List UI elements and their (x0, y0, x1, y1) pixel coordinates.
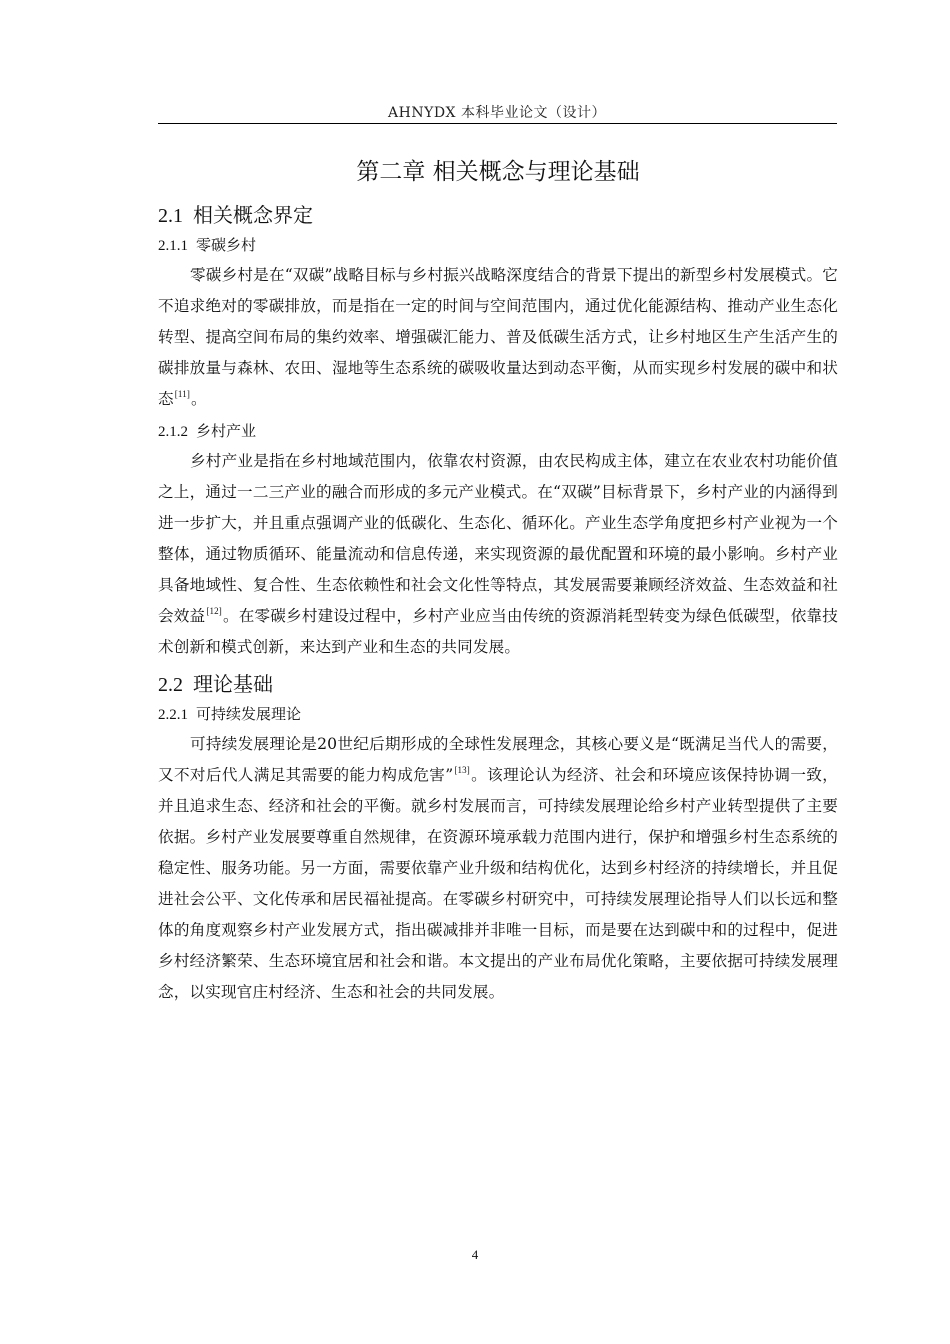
subsection-number: 2.1.1 (158, 238, 188, 254)
subsection-heading-2-2-1 (158, 702, 838, 727)
section-title: 理论基础 (193, 672, 273, 696)
subsection-heading-2-1-1 (158, 233, 838, 258)
paragraph-zero-carbon-village (158, 260, 838, 415)
subsection-title: 乡村产业 (196, 422, 257, 440)
page-body (158, 150, 838, 1008)
paragraph-text-end: 。该理论认为经济、社会和环境应该保持协调一致，并且追求生态、经济和社会的平衡。就乡村发展而言，可持续发展理论给乡村产业转型提供了主要依据。乡村产业发展要尊重自然规律，在资源环境承载力范围内进行，保护和增强乡村生态系统的稳定性、服务功能。另一方面，需要依靠产业升级和结构优化，达到乡村经济的持续增长，并且促进社会公平、文化传承和居民福祉提高。在零碳乡村研究中，可持续发展理论指导人们以长远和整体的角度观察乡村产业发展方式，指出碳减排并非唯一目标，而是要在达到碳中和的过程中，促进乡村经济繁荣、生态环境宜居和社会和谐。本文提出的产业布局优化策略，主要依据可持续发展理念，以实现官庄村经济、生态和社会的共同发展。 (158, 766, 838, 1001)
section-heading-2-2 (158, 669, 838, 700)
subsection-heading-2-1-2 (158, 419, 838, 444)
subsection-number: 2.1.2 (158, 424, 188, 440)
citation-marker: [12] (206, 606, 222, 616)
section-number: 2.2 (158, 674, 183, 696)
header-rule (158, 123, 837, 124)
paragraph-text: 乡村产业是指在乡村地域范围内，依靠农村资源，由农民构成主体，建立在农业农村功能价值之上，通过一二三产业的融合而形成的多元产业模式。在“双碳”目标背景下，乡村产业的内涵得到进一步扩大，并且重点强调产业的低碳化、生态化、循环化。产业生态学角度把乡村产业视为一个整体，通过物质循环、能量流动和信息传递，来实现资源的最优配置和环境的最小影响。乡村产业具备地域性、复合性、生态依赖性和社会文化性等特点，其发展需要兼顾经济效益、生态效益和社会效益 (158, 452, 838, 625)
page-number: 4 (471, 1247, 479, 1262)
paragraph-rural-industry (158, 446, 838, 663)
chapter-title: 第二章 相关概念与理论基础 (356, 159, 640, 185)
paragraph-text-end: 。 (191, 390, 207, 408)
paragraph-sustainable-development (158, 729, 838, 1008)
subsection-number: 2.2.1 (158, 707, 188, 723)
section-heading-2-1 (158, 200, 838, 231)
subsection-title: 可持续发展理论 (196, 705, 302, 723)
subsection-title: 零碳乡村 (196, 236, 257, 254)
paragraph-text-end: 。在零碳乡村建设过程中，乡村产业应当由传统的资源消耗型转变为绿色低碳型，依靠技术创新和模式创新，来达到产业和生态的共同发展。 (158, 607, 839, 656)
section-title: 相关概念界定 (193, 203, 313, 227)
citation-marker: [11] (174, 389, 191, 399)
paragraph-text: 可持续发展理论是20世纪后期形成的全球性发展理念，其核心要义是“既满足当代人的需要，又不对后代人满足其需要的能力构成危害” (158, 735, 838, 784)
section-number: 2.1 (158, 205, 183, 227)
running-header: AHNYDX 本科毕业论文（设计） (388, 105, 606, 121)
paragraph-text: 零碳乡村是在“双碳”战略目标与乡村振兴战略深度结合的背景下提出的新型乡村发展模式。它不追求绝对的零碳排放，而是指在一定的时间与空间范围内，通过优化能源结构、推动产业生态化转型、提高空间布局的集约效率、增强碳汇能力、普及低碳生活方式，让乡村地区生产生活产生的碳排放量与森林、农田、湿地等生态系统的碳吸收量达到动态平衡，从而实现乡村发展的碳中和状态 (158, 266, 838, 408)
citation-marker: [13] (454, 765, 470, 775)
